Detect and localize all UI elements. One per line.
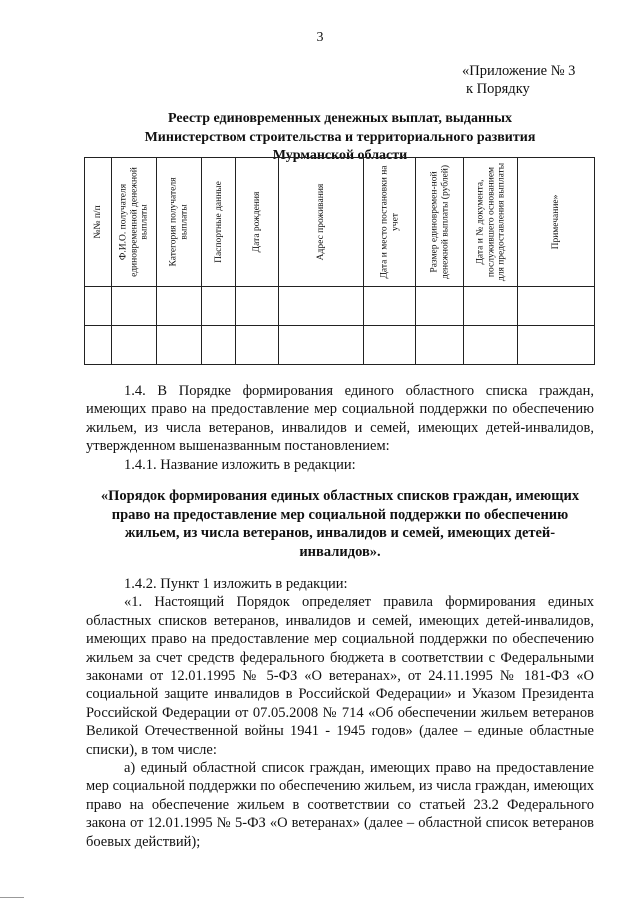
header-cell-category — [157, 158, 202, 287]
table-cell — [157, 287, 202, 326]
table-cell — [202, 326, 236, 365]
table-cell — [85, 287, 112, 326]
header-cell-birthdate — [236, 158, 279, 287]
paragraph-1-4-1: 1.4.1. Название изложить в редакции: — [124, 456, 356, 473]
header-registration: Дата и место постановки на учет — [379, 165, 400, 279]
paragraph-1-4: 1.4. В Порядке формирования единого областного списка граждан, имеющих право на предоставление мер социальной поддержки по обеспечению жильем, из числа ветеранов, инвалидов и семей, имеющих детей-инвалидов, утвержденном вышеназванным постановлением: — [86, 383, 594, 455]
registry-table — [84, 157, 595, 365]
header-cell-document — [464, 158, 518, 287]
table-cell — [416, 287, 464, 326]
table-cell — [279, 326, 364, 365]
paragraph-1-4-block — [86, 382, 594, 474]
table-cell — [518, 326, 595, 365]
table-cell — [464, 287, 518, 326]
scan-mark — [0, 897, 24, 898]
clause-a-text: а) единый областной список граждан, имеющих право на предоставление мер социальной поддержки по обеспечению жильем, из числа граждан, имеющих право на обеспечение жильем в соответствии со статьей 23.2 Федерального закона от 12.01.1995 № 5-ФЗ «О ветеранах» (далее – областной список ветеранов боевых действий); — [86, 760, 594, 850]
table-cell — [202, 287, 236, 326]
header-document: Дата и № документа, послужившего основанием для предоставления выплаты — [474, 162, 506, 282]
table-cell — [364, 287, 416, 326]
table-cell — [236, 287, 279, 326]
header-amount: Размер единовремен-ной денежной выплаты (рублей) — [429, 165, 450, 279]
header-cell-passport — [202, 158, 236, 287]
header-number: №№ п/п — [92, 205, 103, 239]
table-header-row — [85, 158, 595, 287]
table-cell — [279, 287, 364, 326]
appendix-line-2: к Порядку — [466, 81, 530, 97]
header-recipient-name: Ф.И.О. получателя единовременной денежной выплаты — [118, 167, 150, 277]
appendix-reference — [462, 62, 575, 98]
new-order-title: «Порядок формирования единых областных списков граждан, имеющих право на предоставление мер социальной поддержки по обеспечению жильем, из числа ветеранов, инвалидов и семей, имеющих детей-инвалидов». — [100, 488, 580, 560]
table-cell — [364, 326, 416, 365]
table-cell — [236, 326, 279, 365]
header-cell-name — [112, 158, 157, 287]
header-passport: Паспортные данные — [213, 181, 224, 263]
header-cell-address — [279, 158, 364, 287]
header-birthdate: Дата рождения — [251, 191, 262, 253]
table-row — [85, 326, 595, 365]
title-line-3: Мурманской области — [272, 148, 408, 163]
page-number: 3 — [316, 30, 324, 45]
table-cell — [464, 326, 518, 365]
header-cell-amount — [416, 158, 464, 287]
table-cell — [112, 287, 157, 326]
paragraph-1-4-2: 1.4.2. Пункт 1 изложить в редакции: — [124, 576, 348, 592]
header-cell-note — [518, 158, 595, 287]
table-row — [85, 287, 595, 326]
header-cell-number — [85, 158, 112, 287]
header-address: Адрес проживания — [315, 183, 326, 261]
header-note: Примечание» — [550, 194, 561, 250]
paragraph-1-4-2-block — [86, 575, 594, 851]
title-line-1: Реестр единовременных денежных выплат, выданных — [167, 111, 513, 126]
table-cell — [157, 326, 202, 365]
title-line-2: Министерством строительства и территориального развития — [144, 129, 536, 145]
header-cell-registration — [364, 158, 416, 287]
clause-1-text: «1. Настоящий Порядок определяет правила формирования единых областных списков ветеранов, инвалидов и семей, имеющих детей-инвалидов, имеющих право на предоставление мер социальной поддержки по обеспечению жильем за счет средств федерального бюджета в соответствии с Федеральными законами от 12.01.1995 № 5-ФЗ «О ветеранах», от 24.11.1995 № 181-ФЗ «О социальной защите инвалидов в Российской Федерации» и Указом Президента Российской Федерации от 07.05.2008 № 714 «Об обеспечении жильем ветеранов Великой Отечественной войны 1941 - 1945 годов» (далее – единые областные списки), в том числе: — [86, 594, 594, 758]
appendix-line-1: «Приложение № 3 — [462, 63, 576, 79]
table-cell — [85, 326, 112, 365]
header-category: Категория получателя выплаты — [168, 177, 189, 267]
table-cell — [518, 287, 595, 326]
table-cell — [416, 326, 464, 365]
table-cell — [112, 326, 157, 365]
